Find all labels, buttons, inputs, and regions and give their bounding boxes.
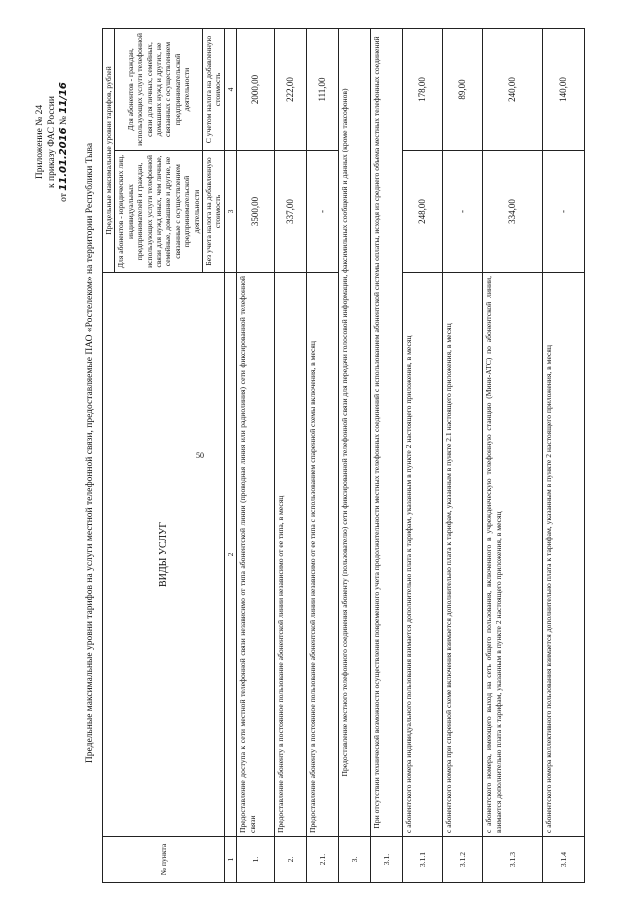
- row-legal-price: -: [543, 151, 585, 273]
- row-service: с абонентского номера при спаренной схеме включения взимается дополнительно плата к тарифам, указанным в пункте 2.1 настоящего приложения, в месяц: [443, 273, 483, 837]
- row-num: 3.1.3: [483, 837, 543, 883]
- table-row: [275, 28, 307, 882]
- header-levels: Предельные максимальные уровни тарифов, рублей: [103, 28, 115, 272]
- row-service: с абонентского номера коллективного пользования взимается дополнительно плата к тарифам, указанным в пункте 2 настоящего приложения, в месяц: [543, 273, 585, 837]
- row-service: с абонентского номера индивидуального пользования взимается дополнительно плата к тарифам, указанным в пункте 2 настоящего приложения, в месяц: [403, 273, 443, 837]
- page-number: 50: [196, 451, 204, 460]
- header-num: № пункта: [103, 837, 225, 883]
- row-citizen-price: 140,00: [543, 28, 585, 150]
- table-row: [543, 28, 585, 882]
- header-without-vat: Без учета налога на добавленную стоимость: [203, 151, 225, 273]
- row-legal-price: 337,00: [275, 151, 307, 273]
- row-legal-price: -: [307, 151, 339, 273]
- number-prefix: №: [59, 116, 69, 126]
- column-number: 4: [224, 28, 236, 150]
- row-num: 2.: [275, 837, 307, 883]
- row-service: Предоставление абоненту в постоянное пользование абонентской линии независимо от ее типа, в месяц: [275, 273, 307, 837]
- row-legal-price: -: [443, 151, 483, 273]
- section-row: [339, 28, 371, 882]
- appendix-line-1: Приложение № 24: [35, 104, 45, 180]
- table-row: [237, 28, 275, 882]
- rotated-document: [24, 13, 619, 893]
- table-row: [403, 28, 443, 882]
- date-prefix: от: [59, 193, 69, 202]
- row-service: с абонентского номера, имеющего выход на сеть общего пользования, включенного в учрежденческую телефонную станцию (Мини-АТС) по абонентской линии, взимается дополнительно плата к тарифам, указанным в пункте 2 настоящего приложения, в месяц: [483, 273, 543, 837]
- section-text: При отсутствии технической возможности осуществления повременного учета продолжительности местных телефонных соединений с использованием абонентской системы оплаты, исходя из среднего объема местных телефонных соединений: [371, 28, 403, 836]
- header-citizens: Для абонентов - граждан, использующих услуги телефонной связи для личных, семейных, домашних нужд и других, не связанных с осуществлением предпринимательской деятельности: [115, 28, 203, 150]
- section-num: 3.1.: [371, 837, 403, 883]
- header-services: ВИДЫ УСЛУГ: [103, 273, 225, 837]
- header-row-1: [103, 28, 115, 882]
- column-number: 3: [224, 151, 236, 273]
- row-legal-price: 248,00: [403, 151, 443, 273]
- row-num: 3.1.4: [543, 837, 585, 883]
- row-citizen-price: 240,00: [483, 28, 543, 150]
- row-citizen-price: 111,00: [307, 28, 339, 150]
- column-numbers-row: [224, 28, 236, 882]
- row-num: 1.: [237, 837, 275, 883]
- row-citizen-price: 222,00: [275, 28, 307, 150]
- appendix-line-2: к приказу ФАС России: [47, 96, 57, 188]
- header-with-vat: С учетом налога на добавленную стоимость: [203, 28, 225, 150]
- section-text: Предоставление местного телефонного соединения абоненту (пользователю) сети фиксированной телефонной связи для передачи голосовой информации, факсимильных сообщений и данных (кроме таксофонов): [339, 28, 371, 836]
- column-number: 1: [224, 837, 236, 883]
- document-title: Предельные максимальные уровни тарифов на услуги местной телефонной связи, предоставляемые ПАО «Ростелеком» на территории Республики Тыва: [85, 142, 95, 764]
- row-legal-price: 3500,00: [237, 151, 275, 273]
- order-date: 11.01.2016: [58, 127, 69, 191]
- row-legal-price: 334,00: [483, 151, 543, 273]
- row-num: 3.1.2: [443, 837, 483, 883]
- row-citizen-price: 2000,00: [237, 28, 275, 150]
- row-citizen-price: 178,00: [403, 28, 443, 150]
- header-legal-entities: Для абонентов - юридических лиц, индивидуальных предпринимателей и граждан, использующих услуги телефонной связи для нужд иных, чем личные, семейные, домашние и другие, не связанные с осуществлением предпринимательской деятельности: [115, 151, 203, 273]
- row-service: Предоставление абоненту в постоянное пользование абонентской линии независимо от ее типа с использованием спаренной схемы включения, в месяц: [307, 273, 339, 837]
- table-row: [483, 28, 543, 882]
- table-row: [307, 28, 339, 882]
- row-num: 2.1.: [307, 837, 339, 883]
- appendix-date-line: [58, 37, 70, 247]
- row-num: 3.1.1: [403, 837, 443, 883]
- section-num: 3.: [339, 837, 371, 883]
- order-number: 11/16: [58, 82, 69, 114]
- column-number: 2: [224, 273, 236, 837]
- row-service: Предоставление доступа к сети местной телефонной связи независимо от типа абонентской линии (проводная линия или радиолиния) сети фиксированной телефонной связи: [237, 273, 275, 837]
- appendix-header: [34, 37, 70, 247]
- tariff-table: [102, 28, 585, 883]
- row-citizen-price: 89,00: [443, 28, 483, 150]
- table-row: [443, 28, 483, 882]
- section-row: [371, 28, 403, 882]
